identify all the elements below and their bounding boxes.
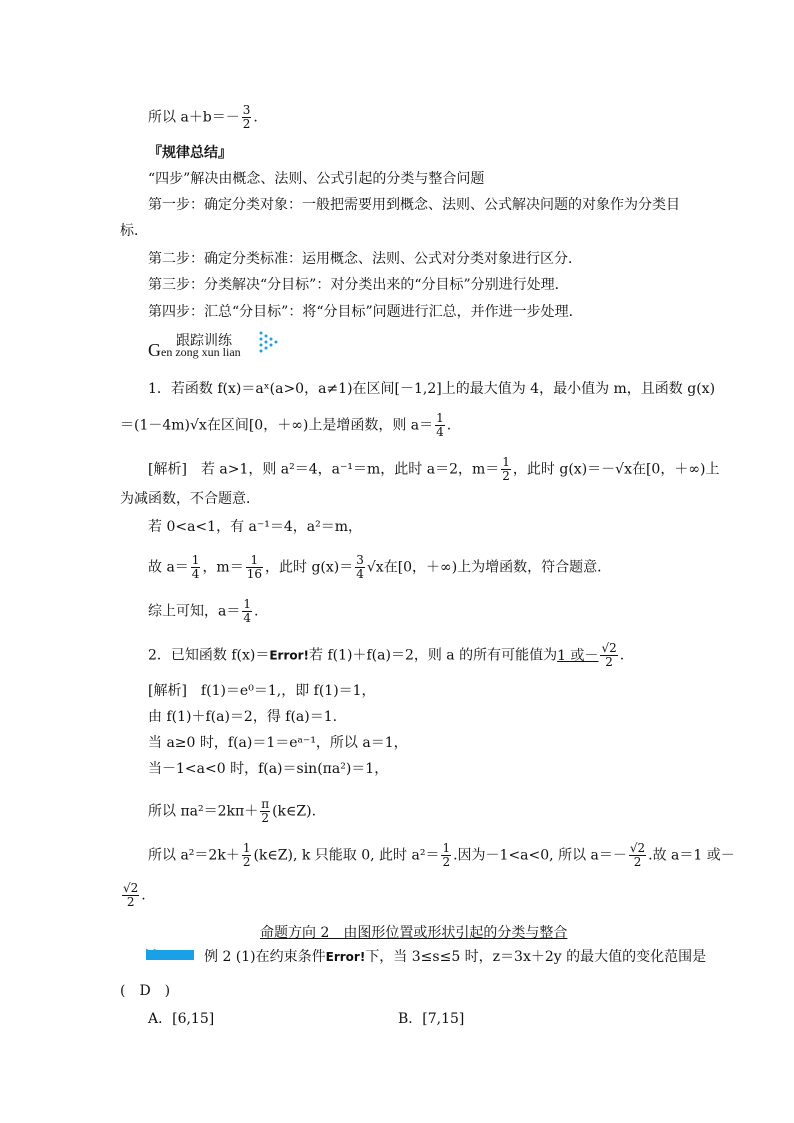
answer-blank: 1 或－ $\frac{√2}{2}$ bbox=[557, 641, 617, 669]
fraction: $\frac{1}{2}$ bbox=[442, 841, 451, 869]
direction-heading: 命题方向 2 由图形位置或形状引起的分类与整合 bbox=[260, 925, 568, 941]
question-2: 2．已知函数 f(x)＝Error!若 f(1)＋f(a)＝2，则 a 的所有可能值为1 或－ $\frac{√2}{2}$ . bbox=[148, 641, 625, 669]
fraction: $\frac{√2}{2}$ bbox=[123, 881, 139, 909]
answer-2-line-2: 由 f(1)＋f(a)＝2，得 f(a)＝1. bbox=[148, 709, 338, 725]
answer-1-line-5: 综上可知，a＝ $\frac{1}{4}$ . bbox=[148, 597, 259, 625]
fraction: $\frac{1}{4}$ bbox=[243, 597, 251, 625]
question-1: 1．若函数 f(x)＝aˣ(a>0，a≠1)在区间[－1,2]上的最大值为 4，最小值为 m，且函数 g(x) bbox=[148, 381, 716, 397]
answer-1-line-2: 为减函数，不合题意． bbox=[120, 491, 260, 507]
example-answer: ( D ) bbox=[120, 983, 171, 999]
fraction: $\frac{3}{2}$ bbox=[242, 103, 251, 131]
fraction: $\frac{1}{2}$ bbox=[242, 841, 251, 869]
answer-2-line-6: 所以 a²＝2k＋ $\frac{1}{2}$ (k∈Z), k 只能取 0, 此时 a²＝ $\frac{1}{2}$ .因为－1<a<0, 所以 a＝－ $\frac{√2}{2}$ .故 a＝1 或－ bbox=[148, 841, 735, 869]
fraction: $\frac{1}{4}$ bbox=[436, 411, 444, 439]
answer-2-line-4: 当－1<a<0 时，f(a)＝sin(πa²)＝1， bbox=[148, 761, 389, 777]
summary-subtitle: “四步”解决由概念、法则、公式引起的分类与整合问题 bbox=[148, 171, 485, 187]
double-arrow-icon: ▶▶ bbox=[146, 947, 162, 958]
fraction: $\frac{\pi}{2}$ bbox=[261, 797, 270, 825]
pinyin-label: Gen zong xun lian bbox=[148, 340, 241, 360]
answer-2-line-1: [解析] f(1)＝e⁰＝1,，即 f(1)＝1， bbox=[148, 683, 376, 699]
question-1-cont: ＝(1－4m)√x在区间[0，＋∞)上是增函数，则 a＝ $\frac{1}{4}$ . bbox=[120, 411, 452, 439]
fraction: $\frac{1}{2}$ bbox=[502, 455, 510, 483]
fraction: $\frac{√2}{2}$ bbox=[629, 841, 646, 869]
example-2: 例 2 (1)在约束条件Error!下，当 3≤s≤5 时，z＝3x＋2y 的最大值的变化范围是 bbox=[204, 949, 707, 965]
answer-2-line-3: 当 a≥0 时，f(a)＝1＝eᵃ⁻¹，所以 a＝1， bbox=[148, 735, 408, 751]
fraction: $\frac{1}{4}$ bbox=[191, 553, 200, 581]
step-4: 第四步：汇总“分目标”：将“分目标”问题进行汇总，并作进一步处理． bbox=[148, 304, 583, 320]
step-1: 第一步：确定分类对象：一般把需要用到概念、法则、公式解决问题的对象作为分类目 bbox=[148, 197, 680, 213]
fraction: $\frac{1}{16}$ bbox=[246, 553, 262, 581]
option-b: B．[7,15] bbox=[398, 1011, 465, 1027]
step-3: 第三步：分类解决“分目标”：对分类出来的“分目标”分别进行处理． bbox=[148, 277, 569, 293]
answer-2-line-5: 所以 πa²＝2kπ＋ $\frac{\pi}{2}$ (k∈Z). bbox=[148, 797, 317, 825]
step-1-cont: 标． bbox=[120, 223, 148, 239]
step-2: 第二步：确定分类标准：运用概念、法则、公式对分类对象进行区分． bbox=[148, 251, 582, 267]
option-a: A．[6,15] bbox=[148, 1011, 215, 1027]
summary-title: 『规律总结』 bbox=[148, 145, 232, 161]
answer-1-line-1: [解析] 若 a>1，则 a²＝4，a⁻¹＝m，此时 a＝2，m＝ $\frac{1}{2}$ ，此时 g(x)＝－√x在[0，＋∞)上 bbox=[148, 455, 720, 483]
fraction: $\frac{√2}{2}$ bbox=[601, 641, 617, 669]
answer-1-line-4: 故 a＝ $\frac{1}{4}$ ，m＝ $\frac{1}{16}$ ，此时 g(x)＝ $\frac{3}{4}$ √x在[0，＋∞)上为增函数，符合题意． bbox=[148, 553, 612, 581]
answer-1-line-3: 若 0<a<1，有 a⁻¹＝4，a²＝m， bbox=[148, 519, 363, 535]
answer-2-line-7: $\frac{√2}{2}$ . bbox=[123, 881, 146, 909]
dots-arrow-icon bbox=[258, 330, 278, 356]
track-title: 跟踪训练 bbox=[176, 333, 232, 349]
fraction: $\frac{3}{4}$ bbox=[356, 553, 364, 581]
result-line: 所以 a＋b＝－ $\frac{3}{2}$ . bbox=[148, 103, 258, 131]
